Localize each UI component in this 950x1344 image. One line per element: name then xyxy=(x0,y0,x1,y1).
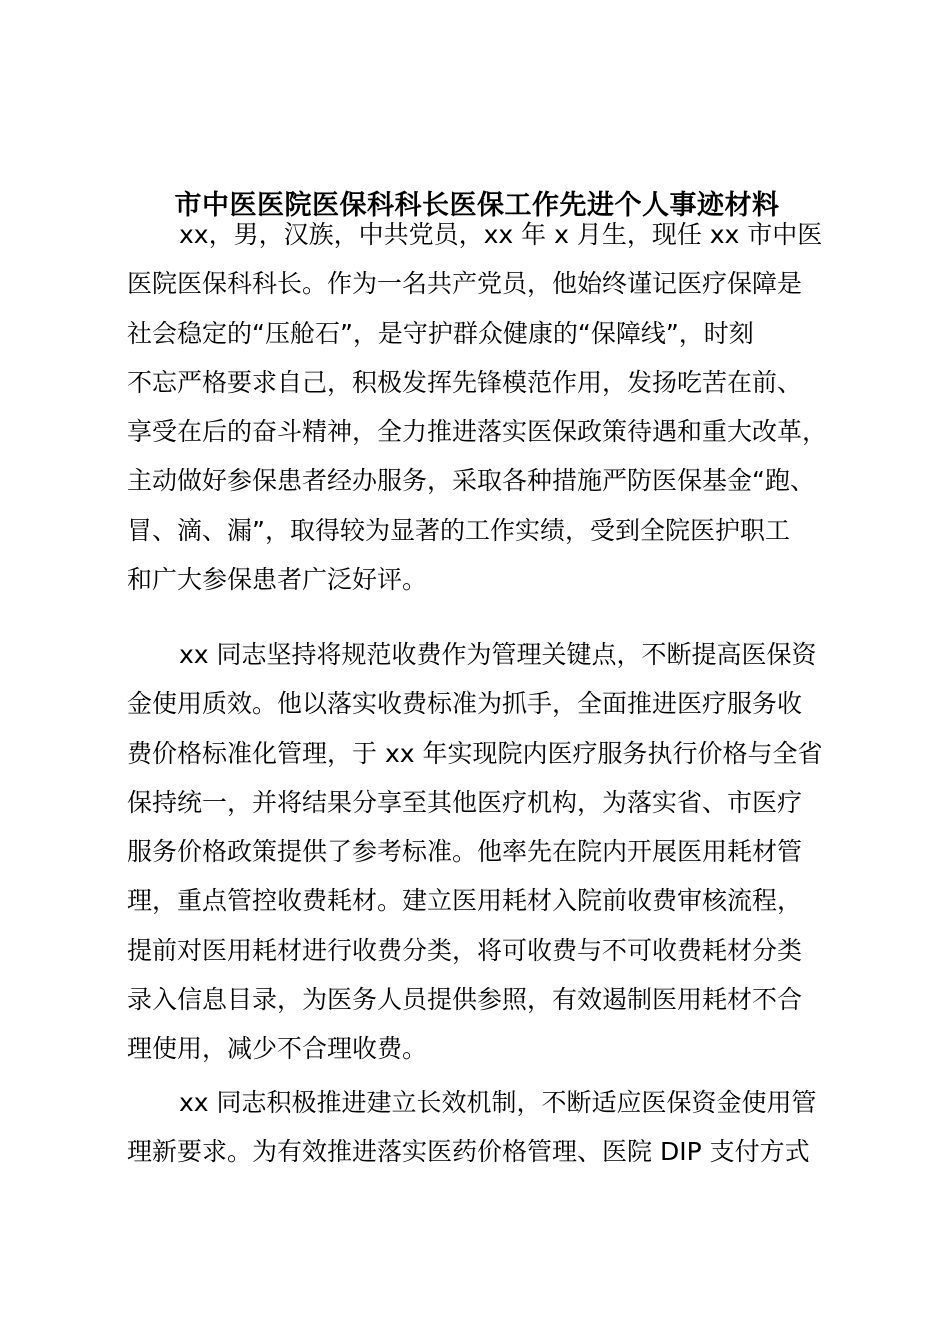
paragraph-line: 享受在后的奋斗精神，全力推进落实医保政策待遇和重大改革， xyxy=(127,417,828,447)
paragraph-line: 费价格标准化管理，于 xx 年实现院内医疗服务执行价格与全省 xyxy=(127,738,823,768)
paragraph-line: 理新要求。为有效推进落实医药价格管理、医院 DIP 支付方式 xyxy=(127,1137,810,1167)
document-title: 市中医医院医保科科长医保工作先进个人事迹材料 xyxy=(174,190,780,221)
paragraph-line: 理，重点管控收费耗材。建立医用耗材入院前收费审核流程， xyxy=(127,886,803,916)
paragraph-line: xx 同志积极推进建立长效机制，不断适应医保资金使用管 xyxy=(179,1088,817,1117)
paragraph-line: 理使用，减少不合理收费。 xyxy=(127,1034,428,1064)
paragraph-line: 金使用质效。他以落实收费标准为抓手，全面推进医疗服务收 xyxy=(127,689,803,719)
paragraph-line: 录入信息目录，为医务人员提供参照，有效遏制医用耗材不合 xyxy=(127,985,803,1015)
paragraph-line: 医院医保科科长。作为一名共产党员，他始终谨记医疗保障是 xyxy=(127,269,803,299)
paragraph-line: xx，男，汉族，中共党员，xx 年 x 月生，现任 xx 市中医 xyxy=(179,220,823,249)
paragraph-line: 冒、滴、漏”，取得较为显著的工作实绩，受到全院医护职工 xyxy=(127,515,790,545)
paragraph-line: 社会稳定的“压舱石”，是守护群众健康的“保障线”，时刻 xyxy=(127,318,754,348)
paragraph-line: 保持统一，并将结果分享至其他医疗机构，为落实省、市医疗 xyxy=(127,787,803,817)
paragraph-line: 提前对医用耗材进行收费分类，将可收费与不可收费耗材分类 xyxy=(127,935,803,965)
paragraph-2 xyxy=(127,630,837,1074)
paragraph-line: 主动做好参保患者经办服务，采取各种措施严防医保基金“跑、 xyxy=(127,466,815,496)
paragraph-line: xx 同志坚持将规范收费作为管理关键点，不断提高医保资 xyxy=(179,640,817,669)
paragraph-line: 服务价格政策提供了参考标准。他率先在院内开展医用耗材管 xyxy=(127,837,803,867)
paragraph-line: 不忘严格要求自己，积极发挥先锋模范作用，发扬吃苦在前、 xyxy=(127,367,803,397)
paragraph-1 xyxy=(127,210,837,604)
paragraph-3 xyxy=(127,1078,837,1177)
paragraph-line: 和广大参保患者广泛好评。 xyxy=(127,565,428,595)
